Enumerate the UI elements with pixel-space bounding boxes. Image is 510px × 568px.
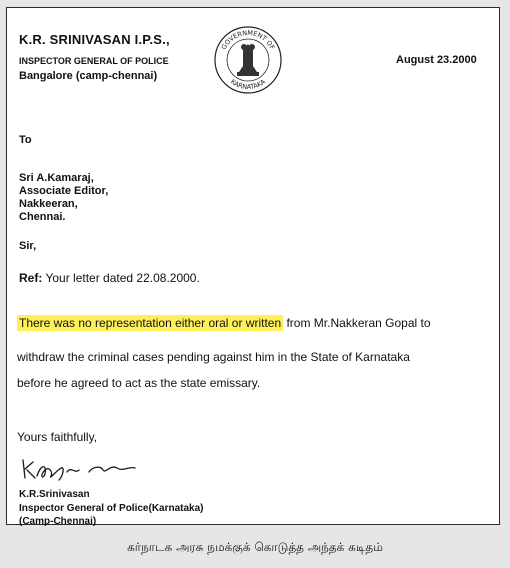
signatory-designation: Inspector General of Police(Karnataka): [19, 503, 204, 514]
reference-text: Your letter dated 22.08.2000.: [42, 271, 200, 285]
letter-page: [6, 7, 500, 525]
recipient-org: Nakkeeran,: [19, 198, 78, 210]
seal-top-text: GOVERNMENT OF: [219, 28, 277, 51]
government-seal-icon: [213, 20, 283, 100]
closing: Yours faithfully,: [17, 430, 98, 444]
body-line-1: [17, 316, 431, 330]
reference-label: Ref:: [19, 271, 43, 285]
handwritten-signature: [19, 454, 149, 484]
sender-name: K.R. SRINIVASAN I.P.S.,: [19, 32, 170, 47]
letter-date: August 23.2000: [396, 54, 477, 66]
body-line-1-rest: from Mr.Nakkeran Gopal to: [283, 316, 431, 330]
signatory-place: (Camp-Chennai): [19, 516, 97, 527]
highlighted-text: There was no representation either oral or written: [19, 316, 282, 330]
recipient-city: Chennai.: [19, 211, 66, 223]
caption: கர்நாடக அரசு நமக்குக் கொடுத்த அந்தக் கடிதம்: [127, 540, 383, 554]
signatory-name: K.R.Srinivasan: [19, 489, 90, 500]
sender-location: Bangalore (camp-chennai): [19, 70, 158, 82]
sender-designation: INSPECTOR GENERAL OF POLICE: [19, 56, 169, 66]
body-line-2: withdraw the criminal cases pending against him in the State of Karnataka: [17, 350, 410, 364]
reference-line: [19, 271, 200, 285]
recipient-name: Sri A.Kamaraj,: [19, 172, 94, 184]
body-line-3: before he agreed to act as the state emissary.: [17, 376, 261, 390]
seal-bottom-text: KARNATAKA: [229, 77, 267, 92]
svg-text:KARNATAKA: [229, 77, 267, 91]
greeting: Sir,: [19, 240, 37, 252]
to-label: To: [19, 134, 32, 146]
recipient-title: Associate Editor,: [19, 185, 109, 197]
